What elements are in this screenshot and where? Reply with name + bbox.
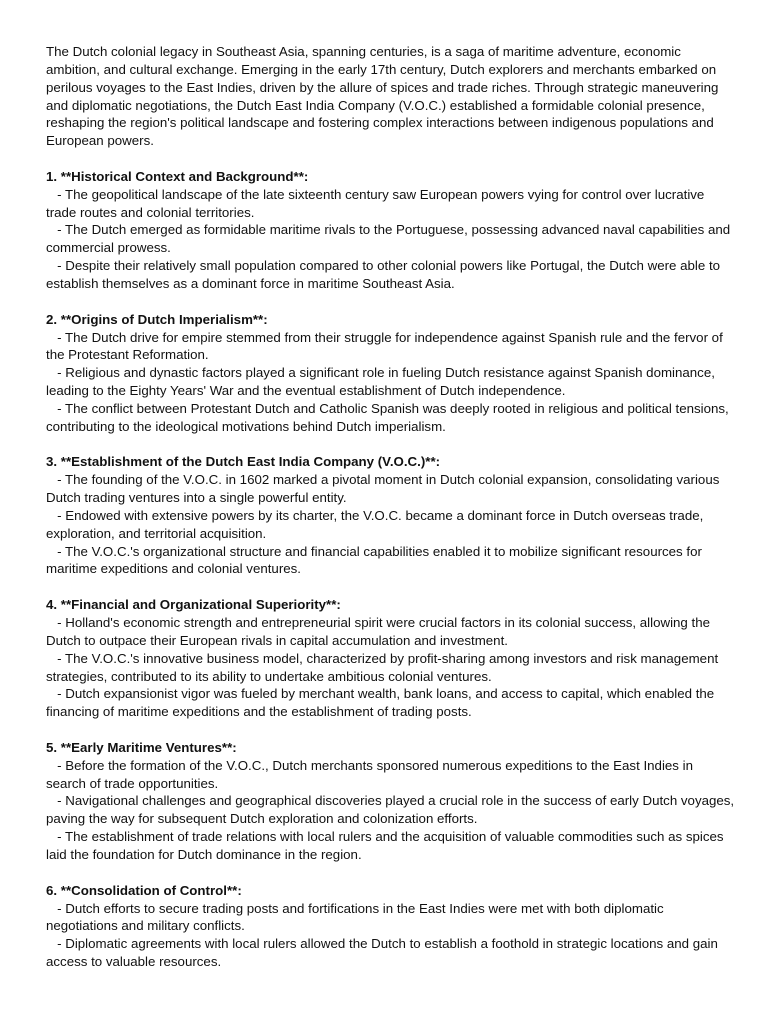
- bullet-item: - Endowed with extensive powers by its charter, the V.O.C. became a dominant force in Dutch overseas trade, exploration, and territorial acquisition.: [46, 507, 704, 541]
- section-origins: [46, 311, 736, 436]
- bullet-item: - Navigational challenges and geographical discoveries played a crucial role in the success of early Dutch voyages, paving the way for subsequent Dutch exploration and colonization efforts.: [46, 793, 735, 827]
- section-heading: 6. **Consolidation of Control**:: [46, 882, 242, 898]
- section-heading: 4. **Financial and Organizational Superiority**:: [46, 597, 341, 613]
- section-heading: 2. **Origins of Dutch Imperialism**:: [46, 311, 268, 327]
- section-heading: 3. **Establishment of the Dutch East India Company (V.O.C.)**:: [46, 454, 441, 470]
- intro-paragraph: The Dutch colonial legacy in Southeast Asia, spanning centuries, is a saga of maritime adventure, economic ambition, and cultural exchange. Emerging in the early 17th century, Dutch explorers and merchants embarked on perilous voyages to the East Indies, driven by the allure of spices and trade riches. Through strategic maneuvering and diplomatic negotiations, the Dutch East India Company (V.O.C.) established a formidable colonial presence, reshaping the region's political landscape and fostering complex interactions between indigenous populations and European powers.: [46, 44, 719, 149]
- bullet-item: - The Dutch drive for empire stemmed from their struggle for independence against Spanish rule and the fervor of the Protestant Reformation.: [46, 329, 723, 363]
- section-heading: 1. **Historical Context and Background**:: [46, 168, 309, 184]
- bullet-item: - The geopolitical landscape of the late sixteenth century saw European powers vying for control over lucrative trade routes and colonial territories.: [46, 186, 705, 220]
- bullet-item: - Dutch efforts to secure trading posts and fortifications in the East Indies were met with both diplomatic negotiations and military conflicts.: [46, 900, 664, 934]
- bullet-item: - Dutch expansionist vigor was fueled by merchant wealth, bank loans, and access to capital, which enabled the financing of maritime expeditions and the establishment of trading posts.: [46, 686, 715, 720]
- bullet-item: - The Dutch emerged as formidable maritime rivals to the Portuguese, possessing advanced naval capabilities and commercial prowess.: [46, 222, 731, 256]
- bullet-item: - The founding of the V.O.C. in 1602 marked a pivotal moment in Dutch colonial expansion, consolidating various Dutch trading ventures into a single powerful entity.: [46, 472, 720, 506]
- bullet-item: - The V.O.C.'s organizational structure and financial capabilities enabled it to mobilize significant resources for maritime expeditions and colonial ventures.: [46, 543, 702, 577]
- section-maritime-ventures: [46, 739, 736, 864]
- section-financial-superiority: [46, 596, 736, 721]
- bullet-item: - Holland's economic strength and entrepreneurial spirit were crucial factors in its colonial success, allowing the Dutch to outpace their European rivals in capital accumulation and investment.: [46, 615, 711, 648]
- bullet-item: - The establishment of trade relations with local rulers and the acquisition of valuable commodities such as spices laid the foundation for Dutch dominance in the region.: [46, 829, 724, 862]
- section-historical-context: [46, 168, 736, 293]
- bullet-item: - Despite their relatively small population compared to other colonial powers like Portugal, the Dutch were able to establish themselves as a dominant force in maritime Southeast Asia.: [46, 258, 721, 291]
- bullet-item: - Religious and dynastic factors played a significant role in fueling Dutch resistance against Spanish dominance, leading to the Eighty Years' War and the eventual establishment of Dutch independence.: [46, 365, 715, 399]
- section-consolidation: [46, 882, 736, 971]
- section-voc-establishment: [46, 453, 736, 578]
- section-heading: 5. **Early Maritime Ventures**:: [46, 739, 237, 755]
- bullet-item: - The conflict between Protestant Dutch and Catholic Spanish was deeply rooted in religious and political tensions, contributing to the ideological motivations behind Dutch imperialism.: [46, 400, 729, 434]
- bullet-item: - Before the formation of the V.O.C., Dutch merchants sponsored numerous expeditions to the East Indies in search of trade opportunities.: [46, 757, 693, 791]
- bullet-item: - The V.O.C.'s innovative business model, characterized by profit-sharing among investors and risk management strategies, contributed to its ability to undertake ambitious colonial ventures.: [46, 650, 719, 684]
- document-page: [46, 43, 736, 971]
- bullet-item: - Diplomatic agreements with local rulers allowed the Dutch to establish a foothold in strategic locations and gain access to valuable resources.: [46, 936, 718, 970]
